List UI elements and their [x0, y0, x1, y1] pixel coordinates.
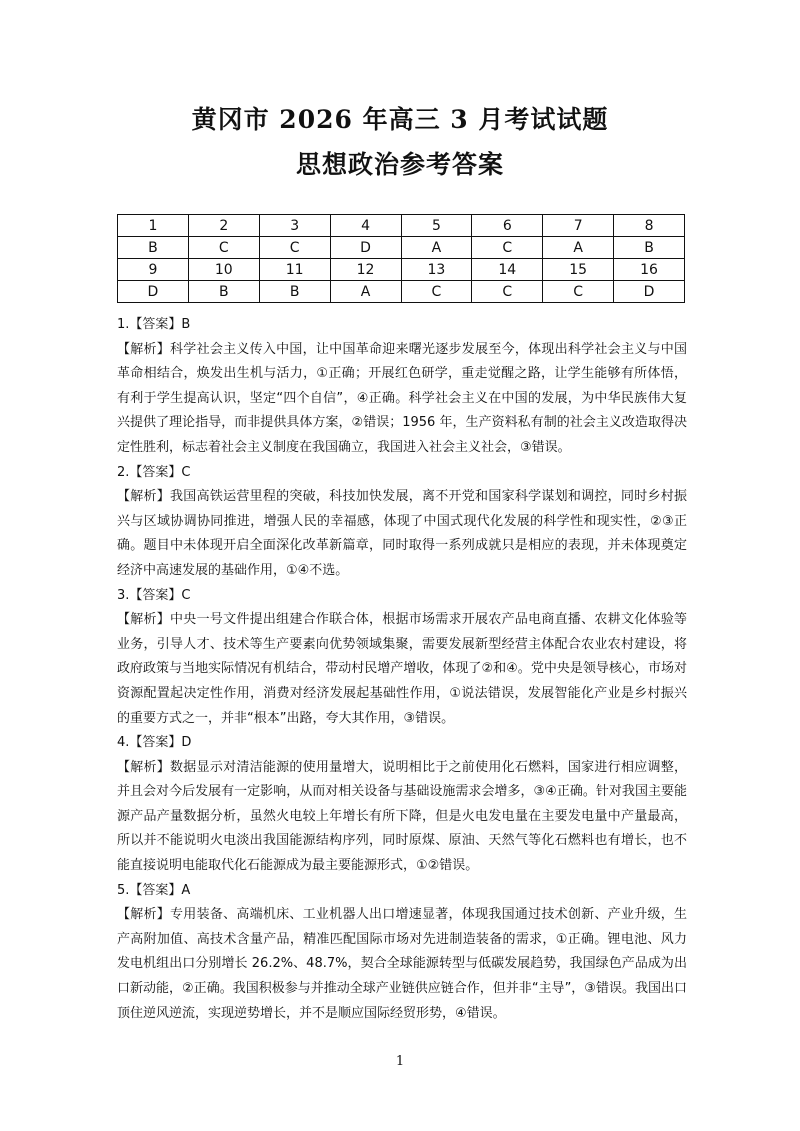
table-row	[118, 215, 685, 237]
answer-heading: 2.【答案】C	[117, 464, 191, 480]
table-cell: 6	[472, 215, 543, 237]
table-row	[118, 237, 685, 259]
table-cell: 4	[330, 215, 401, 237]
answer-table	[117, 214, 685, 303]
table-cell: A	[401, 237, 472, 259]
table-cell: B	[614, 237, 685, 259]
table-cell: C	[472, 237, 543, 259]
analysis-paragraph: 【解析】专用装备、高端机床、工业机器人出口增速显著，体现我国通过技术创新、产业升级，生产高附加值、高技术含量产品，精准匹配国际市场对先进制造装备的需求，①正确。锂电池、风力发电机组出口分别增长 26.2%、48.7%，契合全球能源转型与低碳发展趋势，我国绿色产品成为出口新动能，②正确。我国积极参与并推动全球产业链供应链合作，但并非“主导”，③错误。我国出口顶住逆风逆流，实现逆势增长，并不是顺应国际经贸形势，④错误。	[117, 907, 687, 1021]
table-cell: 1	[118, 215, 189, 237]
table-row	[118, 259, 685, 281]
table-cell: 12	[330, 259, 401, 281]
table-cell: D	[614, 281, 685, 303]
table-cell: 5	[401, 215, 472, 237]
document-subtitle: 思想政治参考答案	[295, 150, 504, 179]
table-cell: B	[259, 281, 330, 303]
table-row	[118, 281, 685, 303]
table-cell: A	[543, 237, 614, 259]
analysis-paragraph: 【解析】我国高铁运营里程的突破，科技加快发展，离不开党和国家科学谋划和调控，同时乡村振兴与区域协调协同推进，增强人民的幸福感，体现了中国式现代化发展的科学性和现实性，②③正确。题目中未体现开启全面深化改革新篇章，同时取得一系列成就只是相应的表现，并未体现奠定经济中高速发展的基础作用，①④不选。	[117, 489, 687, 578]
analysis-paragraph: 【解析】中央一号文件提出组建合作联合体，根据市场需求开展农产品电商直播、农耕文化体验等业务，引导人才、技术等生产要素向优势领域集聚，需要发展新型经营主体配合农业农村建设，将政府政策与当地实际情况有机结合，带动村民增产增收，体现了②和④。党中央是领导核心，市场对资源配置起决定性作用，消费对经济发展起基础性作用，①说法错误，发展智能化产业是乡村振兴的重要方式之一，并非“根本”出路，夸大其作用，③错误。	[117, 612, 687, 726]
table-cell: 3	[259, 215, 330, 237]
table-cell: C	[543, 281, 614, 303]
table-cell: 13	[401, 259, 472, 281]
answer-explanations	[117, 313, 687, 1026]
table-cell: 16	[614, 259, 685, 281]
answer-heading: 5.【答案】A	[117, 882, 191, 898]
table-cell: C	[472, 281, 543, 303]
table-cell: 11	[259, 259, 330, 281]
table-cell: D	[118, 281, 189, 303]
analysis-paragraph: 【解析】数据显示对清洁能源的使用量增大，说明相比于之前使用化石燃料，国家进行相应调整，并且会对今后发展有一定影响，从而对相关设备与基础设施需求会增多，③④正确。针对我国主要能源产品产量数据分析，虽然火电较上年增长有所下降，但是火电发电量在主要发电量中产量最高，所以并不能说明火电淡出我国能源结构序列，同时原煤、原油、天然气等化石燃料也有增长，也不能直接说明电能取代化石能源成为最主要能源形式，①②错误。	[117, 759, 687, 874]
table-cell: C	[259, 237, 330, 259]
table-cell: 9	[118, 259, 189, 281]
answer-heading: 1.【答案】B	[117, 317, 191, 332]
page-number: 1	[395, 1054, 405, 1069]
table-cell: C	[401, 281, 472, 303]
table-cell: A	[330, 281, 401, 303]
table-cell: 10	[188, 259, 259, 281]
table-cell: D	[330, 237, 401, 259]
table-cell: C	[188, 237, 259, 259]
table-cell: 14	[472, 259, 543, 281]
answer-heading: 4.【答案】D	[117, 735, 192, 751]
table-cell: 8	[614, 215, 685, 237]
table-cell: 15	[543, 259, 614, 281]
document-title: 黄冈市 2026 年高三 3 月考试试题	[191, 105, 609, 134]
answer-heading: 3.【答案】C	[117, 587, 191, 603]
analysis-paragraph: 【解析】科学社会主义传入中国，让中国革命迎来曙光逐步发展至今，体现出科学社会主义与中国革命相结合，焕发出生机与活力，①正确；开展红色研学，重走觉醒之路，让学生能够有所体悟，有利于学生提高认识，坚定“四个自信”，④正确。科学社会主义在中国的发展，为中华民族伟大复兴提供了理论指导，而非提供具体方案，②错误；1956 年，生产资料私有制的社会主义改造取得决定性胜利，标志着社会主义制度在我国确立，我国进入社会主义社会，③错误。	[117, 341, 687, 455]
table-cell: 7	[543, 215, 614, 237]
table-cell: B	[188, 281, 259, 303]
table-cell: B	[118, 237, 189, 259]
table-cell: 2	[188, 215, 259, 237]
